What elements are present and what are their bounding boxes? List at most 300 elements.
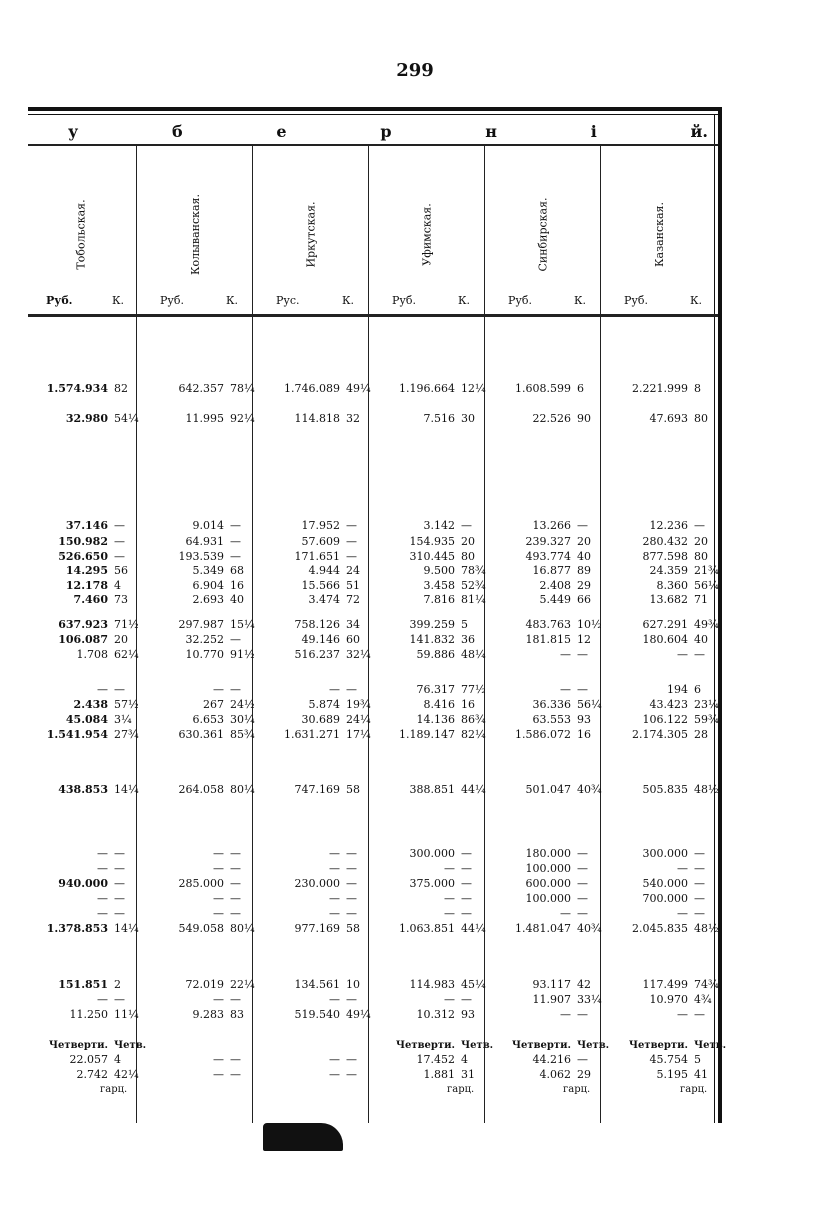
cell-value: 114.818: [294, 412, 340, 425]
cell-fraction: 68: [230, 564, 244, 577]
cell-value: 375.000: [409, 877, 455, 890]
unit-kopecks: К.: [111, 293, 124, 307]
cell-value: 36.336: [532, 698, 571, 711]
cell-fraction: —: [230, 1068, 241, 1081]
cell-fraction: 10½: [577, 618, 602, 631]
cell-fraction: —: [230, 683, 241, 696]
cell-fraction: —: [694, 862, 705, 875]
cell-value: 388.851: [409, 783, 455, 796]
cell-value: 627.291: [642, 618, 688, 631]
cell-value: 877.598: [642, 550, 688, 563]
cell-value: 493.774: [525, 550, 571, 563]
cell-fraction: —: [346, 877, 357, 890]
cell-value: 14.136: [416, 713, 455, 726]
cell-value: 758.126: [294, 618, 340, 631]
cell-value: 59.886: [416, 648, 455, 661]
header-letter: е: [276, 121, 287, 141]
ink-blot: [263, 1123, 343, 1151]
cell-fraction: 40: [230, 593, 244, 606]
cell-fraction: 66: [577, 593, 591, 606]
cell-value: —: [444, 862, 455, 875]
cell-fraction: —: [694, 519, 705, 532]
cell-value: 9.283: [192, 1008, 224, 1021]
cell-value: 64.931: [185, 535, 224, 548]
cell-value: —: [97, 683, 108, 696]
cell-value: 4.062: [539, 1068, 571, 1081]
cell-fraction: —: [577, 907, 588, 920]
cell-fraction: 12¼: [461, 382, 486, 395]
cell-fraction: —: [346, 993, 357, 1006]
cell-fraction: 5: [461, 618, 468, 631]
cell-fraction: —: [230, 633, 241, 646]
column-header-label: Тобольская.: [74, 199, 88, 270]
unit-header: [254, 287, 368, 313]
unit-header: [486, 287, 600, 313]
cell-value: 1.631.271: [284, 728, 340, 741]
cell-fraction: —: [461, 862, 472, 875]
cell-value: —: [329, 847, 340, 860]
cell-value: 549.058: [178, 922, 224, 935]
cell-fraction: 42¼: [114, 1068, 139, 1081]
cell-value: —: [329, 907, 340, 920]
cell-fraction: 16: [230, 579, 244, 592]
cell-fraction: 6: [577, 382, 584, 395]
header-letter: й.: [690, 121, 708, 141]
cell-fraction: 4: [461, 1053, 468, 1066]
cell-fraction: 14¼: [114, 783, 139, 796]
cell-fraction: 28: [694, 728, 708, 741]
cell-value: —: [329, 892, 340, 905]
cell-value: 47.693: [649, 412, 688, 425]
cell-value: 6.904: [192, 579, 224, 592]
cell-fraction: 73: [114, 593, 128, 606]
cell-fraction: 34: [346, 618, 360, 631]
cell-value: 700.000: [642, 892, 688, 905]
cell-value: 193.539: [178, 550, 224, 563]
cell-value: 2.438: [73, 698, 108, 711]
cell-value: —: [677, 862, 688, 875]
cell-value: 3.474: [308, 593, 340, 606]
cell-fraction: 20: [694, 535, 708, 548]
cell-value: 1.541.954: [46, 728, 108, 741]
cell-fraction: —: [461, 907, 472, 920]
cell-value: 438.853: [58, 783, 108, 796]
cell-fraction: 59¾: [694, 713, 719, 726]
cell-value: 49.146: [301, 633, 340, 646]
cell-fraction: 81¼: [461, 593, 486, 606]
column-divider: [600, 145, 601, 1123]
cell-value: 100.000: [525, 862, 571, 875]
cell-fraction: —: [346, 519, 357, 532]
cell-fraction: —: [346, 1053, 357, 1066]
cell-value: 44.216: [532, 1053, 571, 1066]
cell-fraction: —: [346, 550, 357, 563]
cell-fraction: 20: [461, 535, 475, 548]
column-divider: [484, 145, 485, 1123]
cell-fraction: 14¼: [114, 922, 139, 935]
cell-fraction: —: [230, 907, 241, 920]
cell-value: 8.416: [423, 698, 455, 711]
cell-fraction: —: [114, 847, 125, 860]
cell-value: —: [97, 892, 108, 905]
cell-value: 72.019: [185, 978, 224, 991]
cell-fraction: Четв.: [694, 1040, 727, 1051]
cell-fraction: —: [346, 847, 357, 860]
cell-value: 114.983: [409, 978, 455, 991]
cell-value: 151.851: [58, 978, 108, 991]
cell-value: 1.189.147: [399, 728, 455, 741]
cell-fraction: —: [577, 519, 588, 532]
cell-fraction: 44¼: [461, 783, 486, 796]
cell-fraction: —: [230, 1053, 241, 1066]
header-letter: р: [380, 121, 392, 141]
column-divider: [368, 145, 369, 1123]
cell-value: 7.460: [73, 593, 108, 606]
header-word-guberniy: [68, 117, 708, 145]
cell-fraction: 33¼: [577, 993, 602, 1006]
cell-value: 13.266: [532, 519, 571, 532]
cell-value: —: [329, 1053, 340, 1066]
page-number: 299: [396, 60, 434, 81]
cell-value: 1.586.072: [515, 728, 571, 741]
cell-fraction: 49¾: [694, 618, 719, 631]
cell-value: —: [329, 993, 340, 1006]
column-header-label: Уфимская.: [420, 203, 434, 266]
cell-fraction: —: [694, 648, 705, 661]
cell-value: —: [677, 648, 688, 661]
cell-fraction: 29: [577, 579, 591, 592]
cell-value: —: [213, 1068, 224, 1081]
cell-value: 483.763: [525, 618, 571, 631]
cell-value: —: [444, 907, 455, 920]
cell-value: 141.832: [409, 633, 455, 646]
cell-value: —: [677, 907, 688, 920]
cell-value: 6.653: [192, 713, 224, 726]
cell-value: 267: [203, 698, 224, 711]
cell-fraction: 45¼: [461, 978, 486, 991]
cell-fraction: 4¾: [694, 993, 712, 1006]
statistics-table: [28, 107, 727, 1123]
cell-fraction: 74¾: [694, 978, 719, 991]
cell-value: 106.122: [642, 713, 688, 726]
cell-fraction: 86¾: [461, 713, 486, 726]
cell-fraction: —: [577, 1053, 588, 1066]
cell-fraction: 56¼: [694, 579, 719, 592]
cell-value: 194: [667, 683, 688, 696]
column-header-label: Казанская.: [652, 202, 666, 267]
cell-value: 642.357: [178, 382, 224, 395]
cell-value: —: [213, 892, 224, 905]
cell-fraction: —: [577, 877, 588, 890]
unit-header: [24, 287, 138, 313]
cell-value: 9.500: [423, 564, 455, 577]
cell-value: —: [677, 1008, 688, 1021]
cell-value: —: [213, 847, 224, 860]
cell-value: 117.499: [642, 978, 688, 991]
cell-fraction: Четв.: [577, 1040, 610, 1051]
cell-fraction: 72: [346, 593, 360, 606]
unit-rubles: Руб.: [160, 293, 184, 307]
cell-fraction: —: [577, 892, 588, 905]
cell-fraction: —: [346, 535, 357, 548]
cell-fraction: 58: [346, 783, 360, 796]
cell-value: 22.057: [69, 1053, 108, 1066]
cell-fraction: 93: [577, 713, 591, 726]
cell-fraction: 22¼: [230, 978, 255, 991]
cell-fraction: —: [114, 550, 125, 563]
cell-fraction: —: [114, 535, 125, 548]
cell-value: Четверти.: [628, 1040, 688, 1051]
cell-fraction: —: [114, 993, 125, 1006]
cell-fraction: —: [694, 877, 705, 890]
cell-fraction: 51: [346, 579, 360, 592]
cell-value: 17.952: [301, 519, 340, 532]
cell-fraction: 91½: [230, 648, 255, 661]
cell-value: 11.250: [69, 1008, 108, 1021]
cell-value: 516.237: [294, 648, 340, 661]
unit-header: [138, 287, 252, 313]
cell-value: 540.000: [642, 877, 688, 890]
cell-value: —: [560, 683, 571, 696]
cell-fraction: 57½: [114, 698, 139, 711]
cell-value: 526.650: [58, 550, 108, 563]
unit-kopecks: К.: [457, 293, 470, 307]
cell-value: 230.000: [294, 877, 340, 890]
cell-value: 7.816: [423, 593, 455, 606]
cell-value: 501.047: [525, 783, 571, 796]
cell-value: 10.770: [185, 648, 224, 661]
cell-value: 16.877: [532, 564, 571, 577]
cell-value: —: [213, 1053, 224, 1066]
cell-value: 57.609: [301, 535, 340, 548]
cell-fraction: Четв.: [461, 1040, 494, 1051]
cell-value: 2.221.999: [632, 382, 688, 395]
cell-fraction: 40¾: [577, 783, 602, 796]
cell-fraction: —: [114, 862, 125, 875]
cell-fraction: 12: [577, 633, 591, 646]
cell-value: 12.236: [649, 519, 688, 532]
cell-fraction: 62¼: [114, 648, 139, 661]
unit-rubles: Рус.: [276, 293, 300, 307]
cell-fraction: Четв.: [114, 1040, 147, 1051]
cell-fraction: —: [694, 847, 705, 860]
cell-value: 11.907: [532, 993, 571, 1006]
cell-fraction: 21¾: [694, 564, 719, 577]
cell-value: Четверти.: [48, 1040, 108, 1051]
cell-fraction: —: [346, 1068, 357, 1081]
table-right-border: [718, 107, 722, 1123]
cell-fraction: 10: [346, 978, 360, 991]
cell-fraction: —: [230, 993, 241, 1006]
cell-fraction: 41: [694, 1068, 708, 1081]
cell-value: —: [213, 683, 224, 696]
cell-value: —: [329, 683, 340, 696]
cell-value: 9.014: [192, 519, 224, 532]
cell-value: —: [213, 993, 224, 1006]
cell-value: 2.174.305: [632, 728, 688, 741]
cell-fraction: 48½: [694, 783, 719, 796]
cell-fraction: 20: [114, 633, 128, 646]
cell-fraction: 71: [694, 593, 708, 606]
column-header-label: Иркутская.: [304, 201, 318, 268]
cell-fraction: 30¼: [230, 713, 255, 726]
cell-value: Четверти.: [395, 1040, 455, 1051]
cell-value: 1.574.934: [46, 382, 108, 395]
cell-value: 310.445: [409, 550, 455, 563]
cell-fraction: 82: [114, 382, 128, 395]
cell-value: 24.359: [649, 564, 688, 577]
cell-value: 154.935: [409, 535, 455, 548]
cell-fraction: 58: [346, 922, 360, 935]
cell-value: 5.195: [656, 1068, 688, 1081]
cell-value: 505.835: [642, 783, 688, 796]
cell-value: 5.874: [308, 698, 340, 711]
cell-fraction: 23¼: [694, 698, 719, 711]
cell-fraction: 17¼: [346, 728, 371, 741]
cell-fraction: —: [346, 892, 357, 905]
cell-fraction: —: [346, 862, 357, 875]
cell-value: 1.196.664: [399, 382, 455, 395]
cell-fraction: 78¼: [230, 382, 255, 395]
cell-value: 14.295: [65, 564, 108, 577]
column-header-label: Синбирская.: [536, 197, 550, 272]
cell-fraction: —: [346, 907, 357, 920]
cell-fraction: 24¼: [346, 713, 371, 726]
cell-value: 76.317: [416, 683, 455, 696]
cell-fraction: 80¼: [230, 922, 255, 935]
cell-fraction: —: [230, 862, 241, 875]
cell-value: 1.708: [76, 648, 108, 661]
cell-fraction: 16: [577, 728, 591, 741]
cell-value: 1.378.853: [46, 922, 108, 935]
cell-value: 4.944: [308, 564, 340, 577]
garnets-unit-note: гарц.: [447, 1084, 475, 1095]
cell-value: —: [97, 847, 108, 860]
cell-value: 45.754: [649, 1053, 688, 1066]
cell-value: 600.000: [525, 877, 571, 890]
cell-fraction: 40: [694, 633, 708, 646]
cell-value: 3.142: [423, 519, 455, 532]
header-letter: і: [590, 121, 597, 141]
cell-value: 2.045.835: [632, 922, 688, 935]
garnets-unit-note: гарц.: [563, 1084, 591, 1095]
cell-fraction: 19¾: [346, 698, 371, 711]
cell-value: 37.146: [65, 519, 108, 532]
unit-kopecks: К.: [225, 293, 238, 307]
cell-fraction: —: [461, 877, 472, 890]
cell-value: 285.000: [178, 877, 224, 890]
cell-value: 93.117: [532, 978, 571, 991]
cell-value: 15.566: [301, 579, 340, 592]
garnets-unit-note: гарц.: [100, 1084, 128, 1095]
unit-kopecks: К.: [689, 293, 702, 307]
cell-value: 22.526: [532, 412, 571, 425]
cell-fraction: —: [461, 519, 472, 532]
cell-fraction: —: [577, 847, 588, 860]
cell-fraction: —: [461, 847, 472, 860]
cell-fraction: —: [694, 892, 705, 905]
cell-fraction: 49¼: [346, 1008, 371, 1021]
cell-fraction: 11¼: [114, 1008, 139, 1021]
cell-fraction: 77½: [461, 683, 486, 696]
cell-value: 5.349: [192, 564, 224, 577]
cell-value: —: [560, 1008, 571, 1021]
cell-value: —: [213, 907, 224, 920]
unit-kopecks: К.: [573, 293, 586, 307]
cell-fraction: 71½: [114, 618, 139, 631]
cell-value: 399.259: [409, 618, 455, 631]
cell-fraction: 92¼: [230, 412, 255, 425]
cell-fraction: 40: [577, 550, 591, 563]
table-top-border: [28, 107, 722, 111]
cell-fraction: 30: [461, 412, 475, 425]
cell-fraction: 78¾: [461, 564, 486, 577]
cell-value: 10.312: [416, 1008, 455, 1021]
cell-value: 8.360: [656, 579, 688, 592]
cell-value: 940.000: [58, 877, 108, 890]
cell-fraction: —: [230, 877, 241, 890]
cell-fraction: 82¼: [461, 728, 486, 741]
cell-fraction: 48½: [694, 922, 719, 935]
garnets-unit-note: гарц.: [680, 1084, 708, 1095]
header-letter: б: [171, 121, 183, 141]
table-top-border-inner: [28, 114, 718, 115]
cell-fraction: 48¼: [461, 648, 486, 661]
cell-value: 7.516: [423, 412, 455, 425]
unit-rubles: Руб.: [46, 293, 73, 307]
cell-fraction: —: [577, 683, 588, 696]
cell-fraction: —: [114, 519, 125, 532]
cell-value: 3.458: [423, 579, 455, 592]
cell-fraction: —: [346, 683, 357, 696]
cell-value: 280.432: [642, 535, 688, 548]
cell-value: —: [97, 993, 108, 1006]
cell-value: 12.178: [65, 579, 108, 592]
cell-value: 5.449: [539, 593, 571, 606]
cell-fraction: 80: [694, 550, 708, 563]
cell-fraction: —: [694, 1008, 705, 1021]
cell-fraction: —: [230, 847, 241, 860]
cell-value: 43.423: [649, 698, 688, 711]
unit-kopecks: К.: [341, 293, 354, 307]
cell-fraction: 60: [346, 633, 360, 646]
cell-value: 63.553: [532, 713, 571, 726]
unit-rubles: Руб.: [392, 293, 416, 307]
cell-value: 10.970: [649, 993, 688, 1006]
cell-value: 45.084: [65, 713, 108, 726]
cell-value: 300.000: [642, 847, 688, 860]
cell-fraction: 90: [577, 412, 591, 425]
cell-fraction: 80¼: [230, 783, 255, 796]
cell-value: 1.746.089: [284, 382, 340, 395]
cell-value: 11.995: [185, 412, 224, 425]
cell-value: 300.000: [409, 847, 455, 860]
cell-fraction: —: [461, 892, 472, 905]
cell-fraction: —: [694, 907, 705, 920]
header-letter: н: [485, 121, 497, 141]
cell-fraction: 52¾: [461, 579, 486, 592]
cell-value: 181.815: [525, 633, 571, 646]
cell-fraction: —: [577, 862, 588, 875]
cell-fraction: 85¾: [230, 728, 255, 741]
cell-fraction: —: [461, 993, 472, 1006]
cell-value: 1.481.047: [515, 922, 571, 935]
cell-value: 1.063.851: [399, 922, 455, 935]
cell-value: 180.604: [642, 633, 688, 646]
cell-fraction: 42: [577, 978, 591, 991]
cell-value: Четверти.: [511, 1040, 571, 1051]
cell-value: 977.169: [294, 922, 340, 935]
